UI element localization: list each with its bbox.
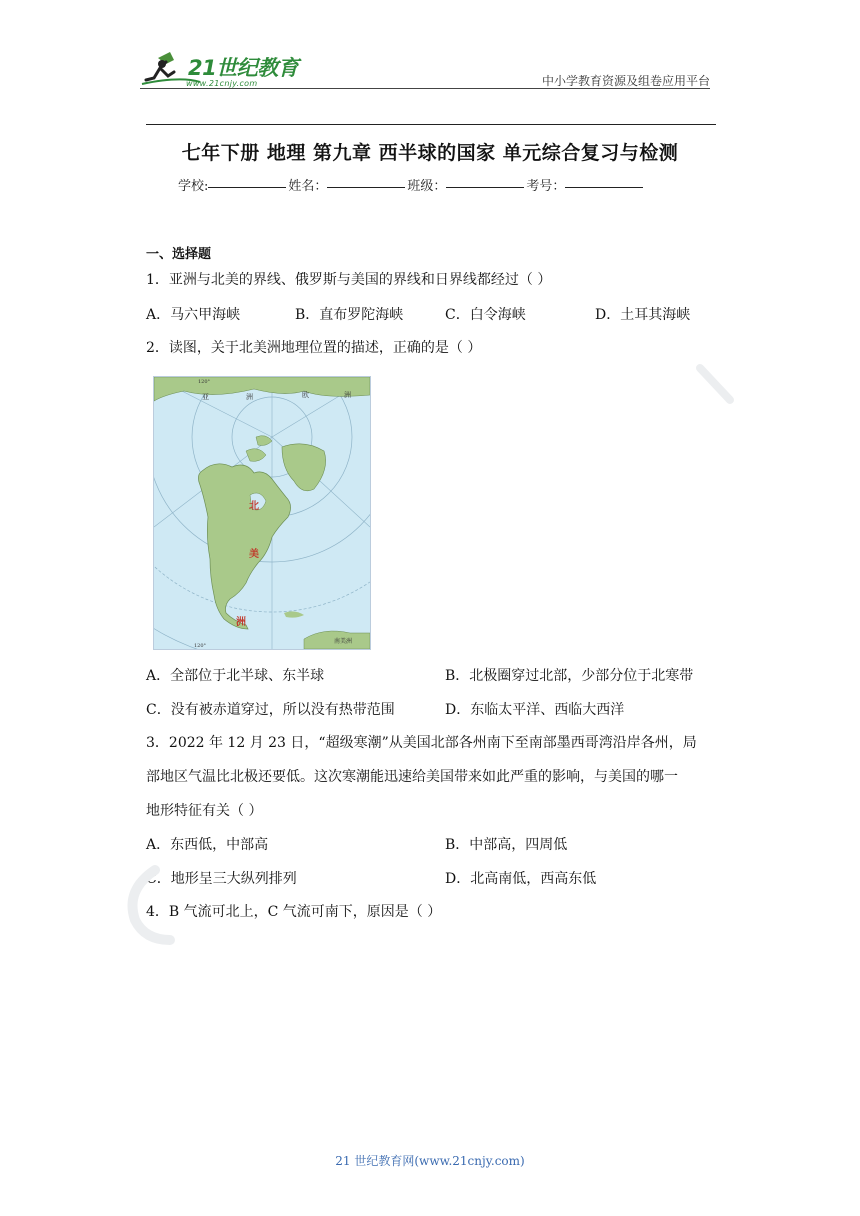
map-label-asia-2: 洲 bbox=[246, 393, 253, 401]
map-label-america: 美 bbox=[249, 549, 259, 560]
q1-option-c[interactable]: C．白令海峡 bbox=[445, 307, 526, 323]
question-3-line-2: 部地区气温比北极还要低。这次寒潮能迅速给美国带来如此严重的影响，与美国的哪一 bbox=[146, 769, 678, 785]
question-3-stem bbox=[146, 726, 716, 828]
question-3-line-3: 地形特征有关（ ） bbox=[146, 803, 263, 819]
map-label-north: 北 bbox=[249, 501, 259, 512]
id-label: 考号： bbox=[526, 179, 566, 194]
name-label: 姓名： bbox=[288, 179, 328, 194]
question-4-stem: 4．B 气流可北上，C 气流可南下，原因是（ ） bbox=[146, 904, 442, 920]
q2-option-c[interactable]: C．没有被赤道穿过，所以没有热带范围 bbox=[146, 702, 395, 718]
map-degree-bottom: 120° bbox=[194, 643, 207, 649]
q3-option-d[interactable]: D．北高南低，西高东低 bbox=[445, 871, 597, 887]
student-info-row bbox=[178, 175, 645, 194]
map-label-south-america: 南美洲 bbox=[334, 638, 353, 645]
logo-text: 21世纪教育 bbox=[188, 56, 299, 80]
north-america-map bbox=[153, 376, 371, 650]
watermark-right-icon bbox=[690, 360, 750, 410]
map-label-asia-1: 亚 bbox=[202, 393, 209, 401]
school-blank[interactable] bbox=[208, 175, 286, 188]
platform-name: 中小学教育资源及组卷应用平台 bbox=[541, 74, 710, 88]
map-degree-top: 120° bbox=[198, 379, 211, 385]
question-1-stem: 1．亚洲与北美的界线、俄罗斯与美国的界线和日界线都经过（ ） bbox=[146, 272, 552, 288]
q2-option-b[interactable]: B．北极圈穿过北部，少部分位于北寒带 bbox=[445, 668, 694, 684]
header-divider bbox=[140, 88, 710, 89]
class-blank[interactable] bbox=[446, 175, 524, 188]
q1-option-a[interactable]: A．马六甲海峡 bbox=[146, 307, 241, 323]
watermark-left-icon bbox=[115, 860, 185, 950]
class-label: 班级： bbox=[407, 179, 447, 194]
id-blank[interactable] bbox=[565, 175, 643, 188]
footer-link[interactable]: 21 世纪教育网(www.21cnjy.com) bbox=[335, 1154, 525, 1168]
q2-option-a[interactable]: A．全部位于北半球、东半球 bbox=[146, 668, 325, 684]
title-divider bbox=[146, 124, 716, 125]
q3-option-b[interactable]: B．中部高，四周低 bbox=[445, 837, 568, 853]
q2-option-d[interactable]: D．东临太平洋、西临大西洋 bbox=[445, 702, 625, 718]
section-title: 一、选择题 bbox=[146, 247, 212, 262]
q1-option-d[interactable]: D．土耳其海峡 bbox=[595, 307, 691, 323]
question-2-stem: 2．读图，关于北美洲地理位置的描述，正确的是（ ） bbox=[146, 340, 482, 356]
q3-option-a[interactable]: A．东西低，中部高 bbox=[146, 837, 269, 853]
map-label-continent: 洲 bbox=[236, 617, 246, 628]
map-label-europe-1: 欧 bbox=[302, 391, 309, 399]
school-label: 学校: bbox=[178, 179, 209, 194]
question-3-line-1: 3．2022 年 12 月 23 日，“超级寒潮”从美国北部各州南下至南部墨西哥湾沿岸各州，局 bbox=[146, 735, 697, 751]
map-label-europe-2: 洲 bbox=[344, 391, 351, 399]
name-blank[interactable] bbox=[327, 175, 405, 188]
logo-url: www.21cnjy.com bbox=[186, 79, 258, 88]
q3-option-c[interactable]: C．地形呈三大纵列排列 bbox=[146, 871, 297, 887]
q1-option-b[interactable]: B．直布罗陀海峡 bbox=[295, 307, 404, 323]
page-title: 七年下册 地理 第九章 西半球的国家 单元综合复习与检测 bbox=[181, 142, 679, 164]
